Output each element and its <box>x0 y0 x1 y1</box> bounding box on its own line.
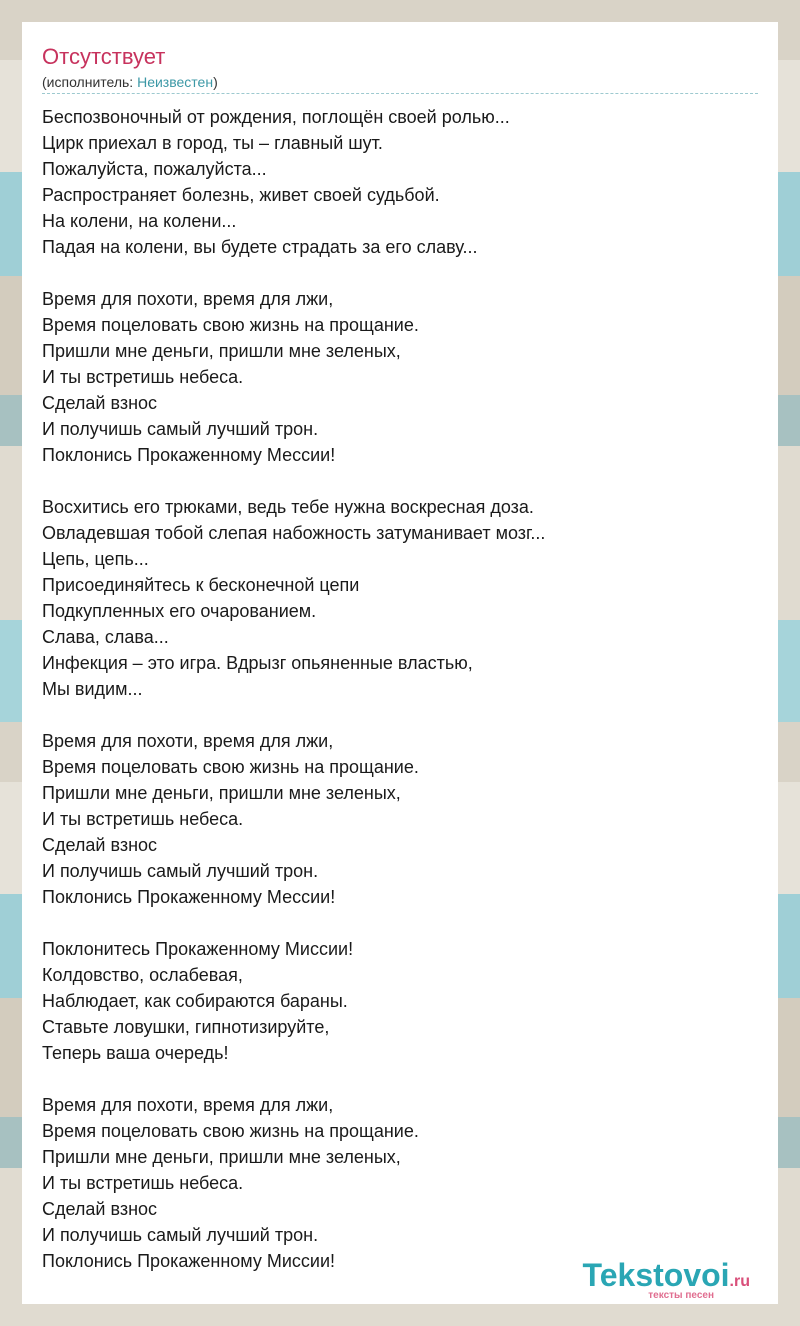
artist-prefix: (исполнитель: <box>42 74 138 90</box>
artist-name-link[interactable]: Неизвестен <box>137 74 214 90</box>
stanza-break <box>42 910 545 936</box>
lyrics-text <box>42 104 545 1274</box>
lyric-line: Время поцеловать свою жизнь на прощание. <box>42 1121 419 1141</box>
lyric-line: Присоединяйтесь к бесконечной цепи <box>42 575 360 595</box>
stanza-break <box>42 468 545 494</box>
logo-domain-suffix: .ru <box>729 1273 750 1290</box>
lyric-line: Теперь ваша очередь! <box>42 1043 229 1063</box>
lyric-line: Поклонись Прокаженному Мессии! <box>42 887 336 907</box>
song-title: Отсутствует <box>42 44 166 69</box>
lyric-line: На колени, на колени... <box>42 211 237 231</box>
lyric-line: Цирк приехал в город, ты – главный шут. <box>42 133 383 153</box>
lyric-line: Падая на колени, вы будете страдать за его славу... <box>42 237 478 257</box>
stanza-break <box>42 702 545 728</box>
lyric-line: Поклонитесь Прокаженному Миссии! <box>42 939 354 959</box>
lyric-line: Инфекция – это игра. Вдрызг опьяненные властью, <box>42 653 473 673</box>
lyric-line: Пришли мне деньги, пришли мне зеленых, <box>42 783 401 803</box>
stanza-break <box>42 260 545 286</box>
lyric-line: Овладевшая тобой слепая набожность затуманивает мозг... <box>42 523 546 543</box>
lyric-line: Сделай взнос <box>42 835 158 855</box>
lyric-line: И ты встретишь небеса. <box>42 1173 244 1193</box>
lyric-line: Цепь, цепь... <box>42 549 149 569</box>
lyric-line: И получишь самый лучший трон. <box>42 1225 319 1245</box>
lyric-line: И получишь самый лучший трон. <box>42 419 319 439</box>
lyric-line: Распространяет болезнь, живет своей судьбой. <box>42 185 440 205</box>
lyric-line: Время поцеловать свою жизнь на прощание. <box>42 315 419 335</box>
stanza-break <box>42 1066 545 1092</box>
lyric-line: Сделай взнос <box>42 393 158 413</box>
lyric-line: Наблюдает, как собираются бараны. <box>42 991 348 1011</box>
lyric-line: Сделай взнос <box>42 1199 158 1219</box>
lyric-line: Пожалуйста, пожалуйста... <box>42 159 267 179</box>
logo-main-text: Tekstovoi <box>582 1257 730 1293</box>
lyric-line: Восхитись его трюками, ведь тебе нужна воскресная доза. <box>42 497 534 517</box>
lyric-line: И ты встретишь небеса. <box>42 809 244 829</box>
lyric-line: Время для похоти, время для лжи, <box>42 1095 334 1115</box>
lyric-line: Подкупленных его очарованием. <box>42 601 317 621</box>
lyric-line: Поклонись Прокаженному Миссии! <box>42 1251 336 1271</box>
lyric-line: Пришли мне деньги, пришли мне зеленых, <box>42 341 401 361</box>
lyric-line: Мы видим... <box>42 679 143 699</box>
lyric-line: И получишь самый лучший трон. <box>42 861 319 881</box>
lyric-line: Время поцеловать свою жизнь на прощание. <box>42 757 419 777</box>
lyrics-card <box>22 22 778 1304</box>
lyric-line: Пришли мне деньги, пришли мне зеленых, <box>42 1147 401 1167</box>
lyric-line: Колдовство, ослабевая, <box>42 965 243 985</box>
artist-line <box>42 73 218 91</box>
lyric-line: Время для похоти, время для лжи, <box>42 289 334 309</box>
site-logo[interactable] <box>582 1257 750 1301</box>
artist-suffix: ) <box>213 74 218 90</box>
logo-tagline: тексты песен <box>648 1290 714 1301</box>
lyric-line: Время для похоти, время для лжи, <box>42 731 334 751</box>
divider <box>42 93 758 94</box>
lyric-line: Беспозвоночный от рождения, поглощён своей ролью... <box>42 107 510 127</box>
lyric-line: Поклонись Прокаженному Мессии! <box>42 445 336 465</box>
lyric-line: И ты встретишь небеса. <box>42 367 244 387</box>
lyric-line: Слава, слава... <box>42 627 169 647</box>
lyric-line: Ставьте ловушки, гипнотизируйте, <box>42 1017 330 1037</box>
